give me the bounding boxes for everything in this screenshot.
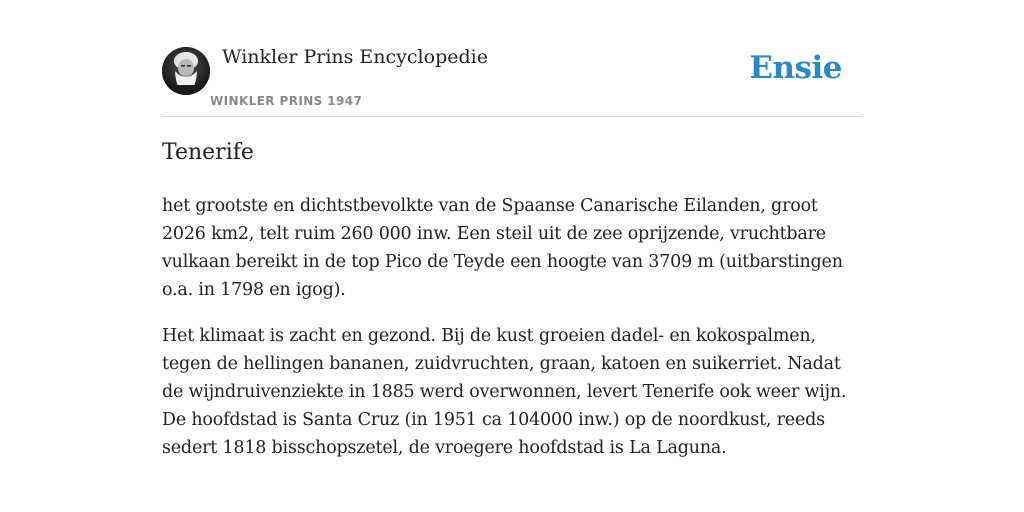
avatar[interactable]	[162, 47, 210, 95]
page-title: Tenerife	[162, 140, 254, 165]
bearded-man-portrait-icon	[162, 47, 210, 95]
article-body	[162, 192, 862, 480]
article-paragraph: het grootste en dichtstbevolkte van de Spaanse Canarische Eilanden, groot 2026 km2, telt ruim 260 000 inw. Een steil uit de zee oprijzende, vruchtbare vulkaan bereikt in de top Pico de Teyde een hoogte van 3709 m (uitbarstingen o.a. in 1798 en igog).	[162, 196, 843, 300]
source-subtitle: WINKLER PRINS 1947	[210, 94, 363, 108]
source-title-link[interactable]: Winkler Prins Encyclopedie	[222, 46, 488, 68]
article-paragraph: Het klimaat is zacht en gezond. Bij de kust groeien dadel- en kokospalmen, tegen de hellingen bananen, zuidvruchten, graan, katoen en suikerriet. Nadat de wijndruivenziekte in 1885 werd overwonnen, levert Tenerife ook weer wijn. De hoofdstad is Santa Cruz (in 1951 ca 104000 inw.) op de noordkust, reeds sedert 1818 bisschopszetel, de vroegere hoofdstad is La Laguna.	[162, 326, 847, 458]
brand-logo[interactable]: Ensie	[749, 50, 842, 86]
header	[162, 44, 862, 117]
